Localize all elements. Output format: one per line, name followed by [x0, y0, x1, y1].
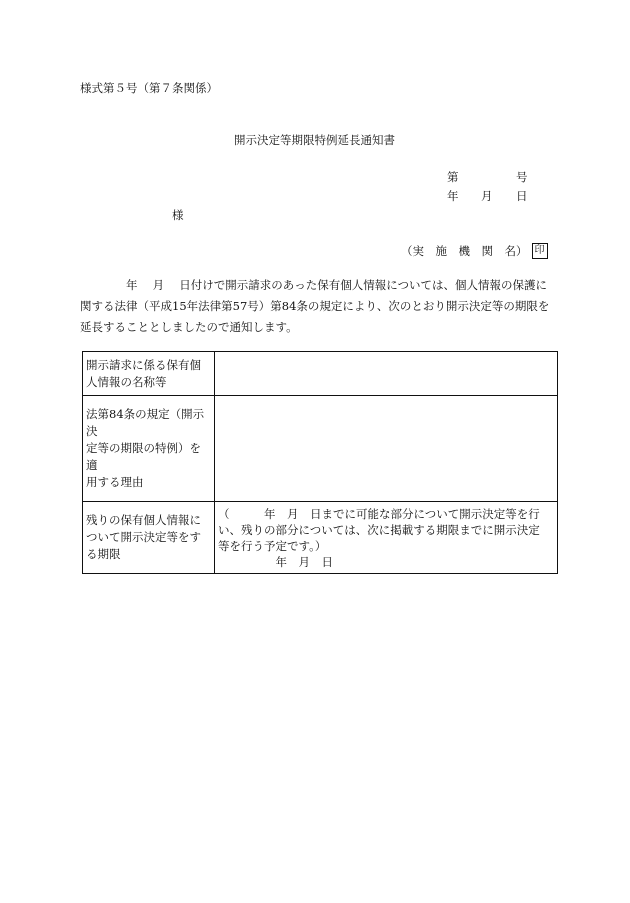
row-value-reason: [215, 396, 558, 502]
details-table: [82, 351, 558, 574]
notice-body-line: 年 月 日付けで開示請求のあった保有個人情報については、個人情報の保護に: [80, 278, 547, 292]
row-label-reason: 法第84条の規定（開示決 定等の期限の特例）を適 用する理由: [83, 396, 215, 502]
document-number-prefix: 第: [447, 170, 459, 184]
row-value-deadline: [215, 502, 558, 574]
row-label-info-name: 開示請求に係る保有個 人情報の名称等: [83, 352, 215, 396]
form-number-label: 様式第５号（第７条関係）: [80, 81, 218, 95]
date-year: 年: [447, 189, 459, 203]
table-row: [83, 396, 558, 502]
table-row: [83, 352, 558, 396]
date-day: 日: [516, 189, 528, 203]
date-month: 月: [481, 189, 493, 203]
issuer-label: （実 施 機 関 名）: [401, 244, 528, 258]
notice-body-line: 延長することとしましたので通知します。: [80, 320, 298, 334]
issuer-line: [401, 243, 548, 259]
document-number-suffix: 号: [516, 170, 528, 184]
row-label-deadline: 残りの保有個人情報に ついて開示決定等をす る期限: [83, 502, 215, 574]
notice-body-line: 関する法律（平成15年法律第57号）第84条の規定により、次のとおり開示決定等の期限を: [80, 299, 550, 313]
row-value-info-name: [215, 352, 558, 396]
deadline-explanation: （ 年 月 日までに可能な部分について開示決定等を行 い、残りの部分については、次に掲載する期限までに開示決定 等を行う予定です。）: [218, 506, 540, 553]
deadline-date: 年 月 日: [218, 554, 333, 569]
table-row: [83, 502, 558, 574]
addressee-suffix: 様: [172, 208, 184, 222]
document-title: 開示決定等期限特例延長通知書: [234, 133, 395, 147]
notice-body: [80, 275, 554, 338]
seal-mark: 印: [532, 243, 548, 259]
